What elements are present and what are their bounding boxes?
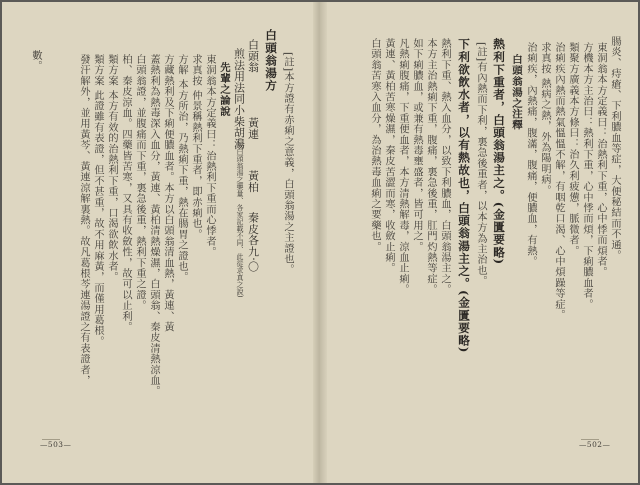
- text-column: 如下痢膿血，或兼有熱毒壅盛者，皆可用之。: [411, 38, 422, 252]
- recipe-ingredient: 黃連: [247, 117, 260, 140]
- right-page: [327, 2, 638, 483]
- recipe-ingredient: 白頭翁: [247, 39, 260, 73]
- page-number: —503—: [40, 440, 72, 449]
- text-column: 方機本方主治曰：熱利下重，心中悸而煩，下痢膿血者。: [581, 42, 592, 310]
- section-title: 白頭翁湯方: [264, 29, 278, 92]
- left-page: [2, 2, 313, 483]
- text-column: 下利欲飲水者，以有熱故也，白頭翁湯主之。(金匱要略): [457, 38, 471, 354]
- text-column: 治痢疾內熱而熱氣慍慍不解，有咽乾口渴、心中煩躁等症。: [553, 42, 564, 321]
- text-column: 發汗解外，並用黃芩、黃連涼解裏熱。故凡葛根芩連湯證之有表證者，: [78, 54, 89, 386]
- text-column: 熱利下重者，白頭翁湯主之。(金匱要略): [492, 38, 506, 266]
- text-column: 白頭翁證，並腹痛而下重，裏急後重，熱利下重之證。: [134, 54, 145, 311]
- text-column: 東洞翁本方定義曰：治熱利下重而心悸者。: [204, 54, 215, 258]
- text-column: [註]本方證有赤痢之意義，白頭翁湯之主證也。: [282, 52, 293, 275]
- text-column: 求真按 仲景稱熱利下重者，即赤痢也。: [190, 54, 201, 240]
- text-column: 蓋熱利為熱毒深入血分，黃連、黃柏清熱燥濕，白頭翁、秦皮清熱涼血。: [148, 54, 159, 397]
- text-column: 方藏熱利及下痢便膿血者。本方以白頭翁清血熱，黃連、黃: [162, 54, 173, 333]
- recipe-ingredient: 黃柏: [247, 170, 260, 193]
- recipe-note: (按白頭翁湯之藥量、各家記載不同、此從求真之說): [236, 138, 244, 298]
- page-number: —502—: [579, 440, 611, 449]
- text-column: 白頭翁苦寒入血分，為治熱毒血痢之要藥也。: [369, 38, 380, 252]
- subsection-heading: 白頭翁湯之注釋: [510, 54, 522, 131]
- text-column: 煎法用法同小柴胡湯: [233, 48, 246, 150]
- text-column: 類聚方廣義本方條曰：治久利疲憊，脈微者。: [567, 42, 578, 256]
- text-column: 柏、秦皮涼血。四藥皆苦寒，又具有收斂性，故可以止利。: [120, 54, 131, 333]
- text-column: 黃連、黃柏苦寒燥濕，秦皮苦澀而寒，收斂止痢。: [383, 38, 394, 274]
- text-column: 東洞翁本方定義曰：治熱利下重，心中悸而煩者。: [595, 42, 606, 278]
- text-column: 治痢疾，內熱痛，腹滿，腹痛，便膿血，有熱。: [525, 42, 536, 267]
- text-column: 類方案 本方有效的治熱利下重，口渴欲飲水者。: [106, 54, 117, 283]
- gutter: [313, 2, 327, 483]
- text-column: 熱利下重、熱入血分，以致下利膿血，白頭翁湯主之。: [439, 38, 450, 295]
- text-column: 類方案 此證雖有表證，但不甚重，故不用麻黃，而僅用葛根。: [92, 54, 103, 347]
- text-column: [註]有內熱而下利，裏急後重者，以本方為主治也。: [475, 42, 486, 287]
- text-column: 腸炎、痔瘡、下利膿血等症，大便秘結而不通。: [609, 36, 620, 261]
- text-column: 求真按 熱病之熱，外為陽明病。: [539, 42, 550, 196]
- text-column: 本方主治熱痢下重，腹痛，裏急後重，肛門灼熱等症。: [425, 38, 436, 295]
- text-column: 方解 本方所治，乃熱痢下重，熱在腸胃之證也。: [176, 54, 187, 283]
- book-spread: [2, 2, 638, 483]
- recipe-ingredient: 秦皮各九·〇: [247, 212, 260, 273]
- text-column: 數。: [30, 50, 41, 72]
- text-column: 凡熱痢腹痛，下重便血者，本方清熱解毒，涼血止痢。: [397, 38, 408, 295]
- subsection-heading: 先輩之論說: [218, 62, 230, 117]
